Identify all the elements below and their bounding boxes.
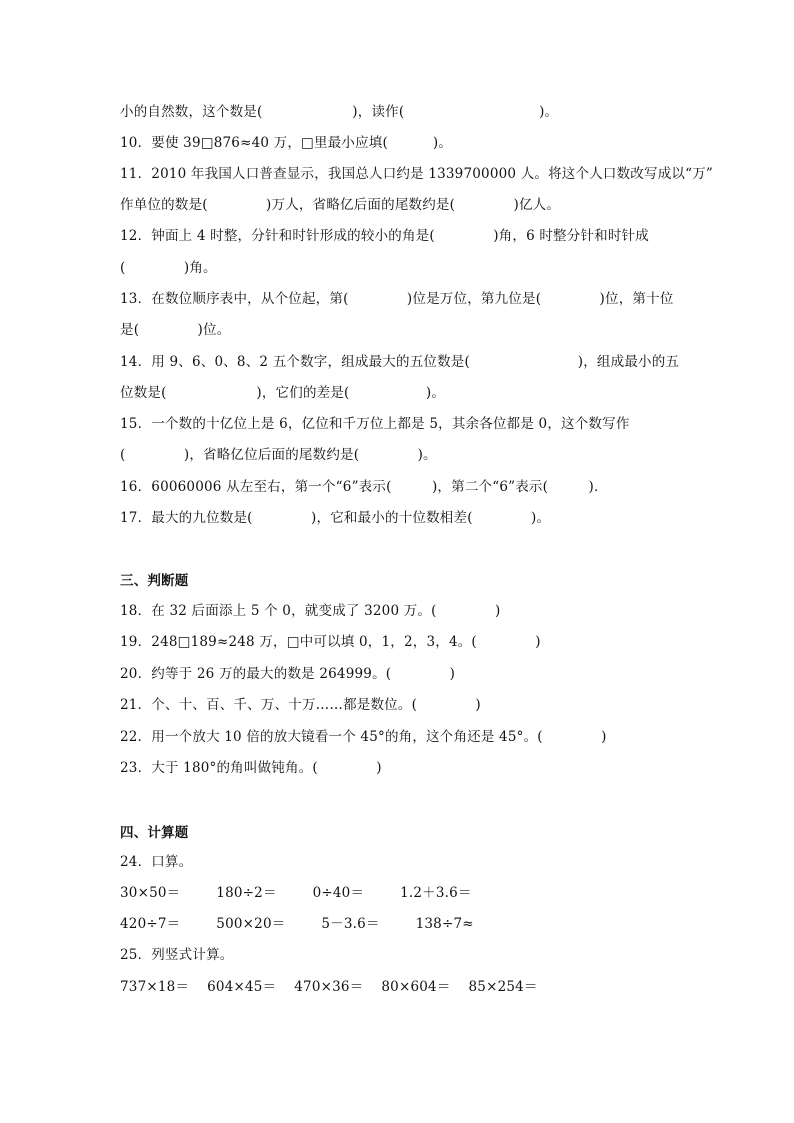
mental-math-row-2: 420÷7＝ 500×20＝ 5－3.6＝ 138÷7≈ bbox=[120, 916, 474, 932]
question-18: 18．在 32 后面添上 5 个 0，就变成了 3200 万。( ) bbox=[120, 603, 501, 619]
question-22: 22．用一个放大 10 倍的放大镜看一个 45°的角，这个角还是 45°。( ) bbox=[120, 729, 607, 745]
question-16: 16．60060006 从左至右，第一个“6”表示( )，第二个“6”表示( )． bbox=[120, 479, 608, 495]
question-14-line-2: 位数是( )，它们的差是( )。 bbox=[120, 385, 446, 401]
question-13-line-1: 13．在数位顺序表中，从个位起，第( )位是万位，第九位是( )位，第十位 bbox=[120, 291, 674, 307]
question-11-line-1: 11．2010 年我国人口普查显示，我国总人口约是 1339700000 人。将这个人口数改写成以“万” bbox=[120, 166, 714, 182]
question-21: 21．个、十、百、千、万、十万……都是数位。( ) bbox=[120, 697, 481, 713]
question-10: 10．要使 39□876≈40 万，□里最小应填( )。 bbox=[120, 135, 453, 151]
question-15-line-2: ( )，省略亿位后面的尾数约是( )。 bbox=[120, 447, 437, 463]
vertical-calc-row: 737×18＝ 604×45＝ 470×36＝ 80×604＝ 85×254＝ bbox=[120, 979, 538, 995]
question-23: 23．大于 180°的角叫做钝角。( ) bbox=[120, 760, 382, 776]
section-heading-judgement: 三、判断题 bbox=[120, 573, 189, 589]
question-14-line-1: 14．用 9、6、0、8、2 五个数字，组成最大的五位数是( )，组成最小的五 bbox=[120, 354, 680, 370]
question-13-line-2: 是( )位。 bbox=[120, 322, 231, 338]
question-15-line-1: 15．一个数的十亿位上是 6，亿位和千万位上都是 5，其余各位都是 0，这个数写作 bbox=[120, 416, 630, 432]
question-12-line-2: ( )角。 bbox=[120, 260, 217, 276]
question-19: 19．248□189≈248 万，□中可以填 0，1，2，3，4。( ) bbox=[120, 634, 541, 650]
mental-math-row-1: 30×50＝ 180÷2＝ 0÷40＝ 1.2＋3.6＝ bbox=[120, 885, 472, 901]
question-25: 25．列竖式计算。 bbox=[120, 947, 234, 963]
question-12-line-1: 12．钟面上 4 时整，分针和时针形成的较小的角是( )角，6 时整分针和时针成 bbox=[120, 228, 649, 244]
question-24: 24．口算。 bbox=[120, 854, 193, 870]
question-11-line-2: 作单位的数是( )万人，省略亿后面的尾数约是( )亿人。 bbox=[120, 197, 561, 213]
question-9-continued: 小的自然数，这个数是( )，读作( )。 bbox=[120, 104, 559, 120]
question-17: 17．最大的九位数是( )，它和最小的十位数相差( )。 bbox=[120, 510, 551, 526]
question-20: 20．约等于 26 万的最大的数是 264999。( ) bbox=[120, 666, 456, 682]
section-heading-calculation: 四、计算题 bbox=[120, 825, 189, 841]
